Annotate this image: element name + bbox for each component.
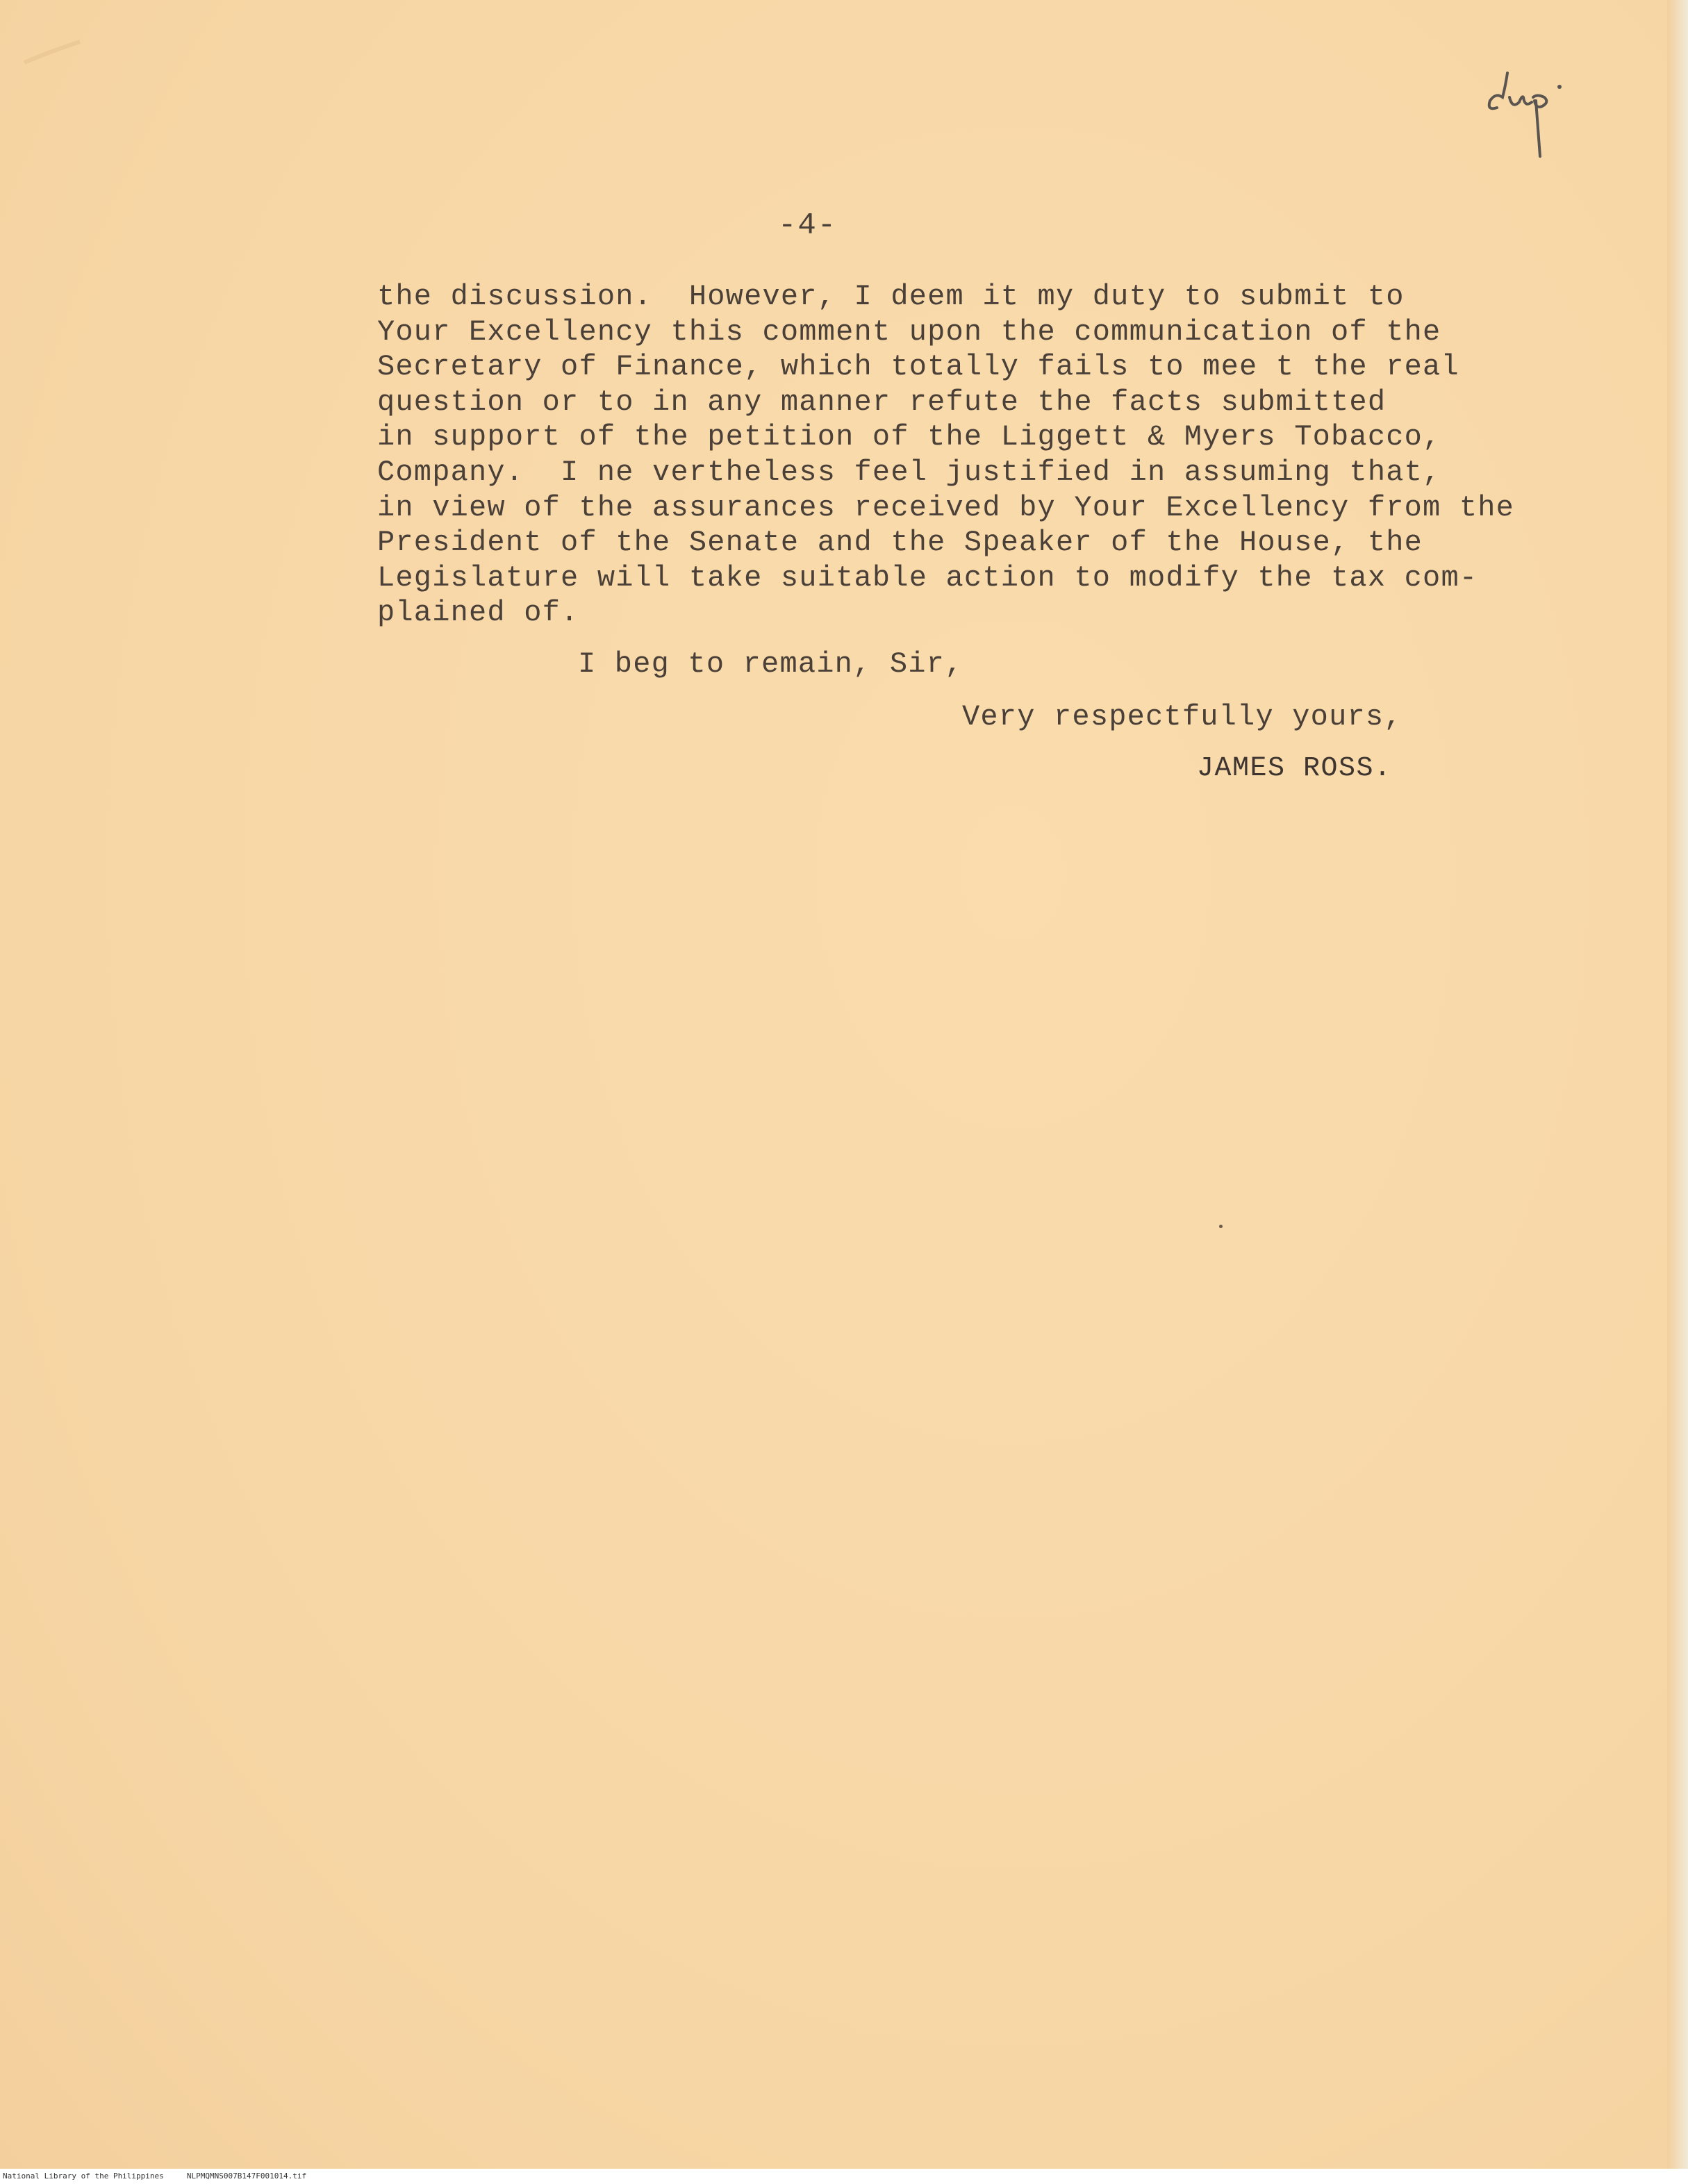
valediction: Very respectfully yours, bbox=[962, 700, 1402, 734]
body-line: Company. I ne vertheless feel justified in assuming that, bbox=[377, 455, 1441, 489]
body-line: President of the Senate and the Speaker of the House, the bbox=[377, 526, 1423, 560]
page-number: -4- bbox=[778, 208, 838, 243]
body-line: Your Excellency this comment upon the communication of the bbox=[377, 315, 1441, 349]
corner-smudge bbox=[21, 38, 83, 66]
signature-name: JAMES ROSS. bbox=[1197, 753, 1392, 784]
body-line: Legislature will take suitable action to modify the tax com- bbox=[377, 561, 1478, 595]
page-edge bbox=[1667, 0, 1688, 2169]
paper-speck bbox=[1219, 1225, 1223, 1228]
body-line: in view of the assurances received by Your Excellency from the bbox=[377, 490, 1515, 524]
body-line: plained of. bbox=[377, 596, 579, 630]
letter-body bbox=[377, 279, 1586, 631]
body-line: in support of the petition of the Liggett & Myers Tobacco, bbox=[377, 420, 1441, 454]
closing-remain: I beg to remain, Sir, bbox=[578, 647, 963, 681]
body-line: Secretary of Finance, which totally fails to mee t the real bbox=[377, 350, 1459, 384]
body-line: the discussion. However, I deem it my duty to submit to bbox=[377, 280, 1405, 313]
body-line: question or to in any manner refute the facts submitted bbox=[377, 385, 1387, 419]
handwritten-annotation bbox=[1483, 59, 1601, 170]
archive-stamp: National Library of the Philippines NLPMQMNS007B147F001014.tif bbox=[3, 2171, 307, 2181]
